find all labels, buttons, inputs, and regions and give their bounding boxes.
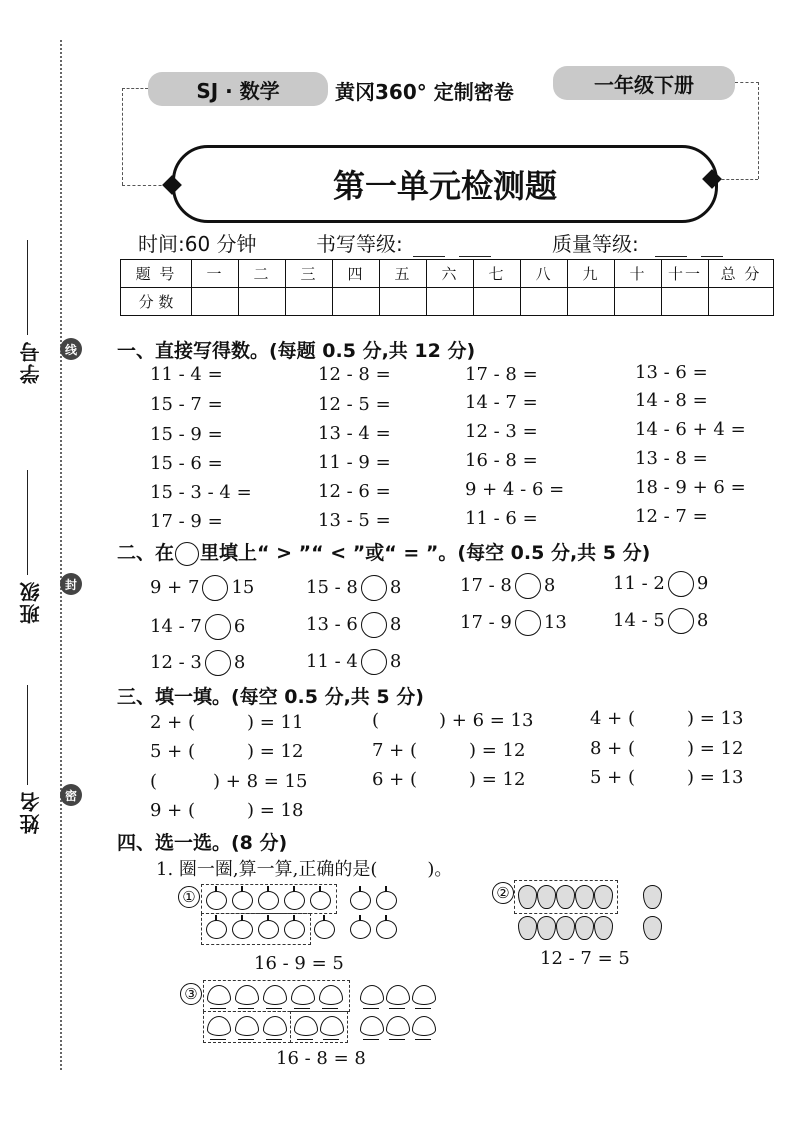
score-cell[interactable] — [521, 288, 568, 316]
fill-item — [150, 741, 303, 762]
quality-grade-label: 质量等级: — [552, 232, 639, 256]
score-cell[interactable] — [380, 288, 427, 316]
fill-left: 5 + ( — [590, 767, 635, 788]
section3-title: 三、填一填。(每空 0.5 分,共 5 分) — [117, 686, 424, 708]
score-column: 二 — [239, 260, 286, 288]
compare-left: 14 - 7 — [150, 616, 202, 637]
score-cell[interactable] — [333, 288, 380, 316]
apple-icon — [376, 891, 397, 910]
fill-item — [590, 738, 743, 759]
class-blank — [27, 470, 28, 575]
peach-icon — [360, 1016, 384, 1036]
seal-secret: 密 — [60, 784, 82, 806]
quality-grade-blank — [655, 238, 687, 257]
compare-left: 11 - 2 — [613, 573, 665, 594]
section2-title-a: 二、在 — [117, 542, 175, 564]
compare-item — [460, 573, 555, 599]
name-label: 姓名 — [19, 790, 43, 834]
compare-item — [150, 575, 254, 601]
pear-icon — [643, 885, 662, 909]
fill-item — [150, 712, 303, 733]
compare-right: 13 — [543, 612, 567, 633]
fill-left: 8 + ( — [590, 738, 635, 759]
fill-right: ) = 18 — [247, 800, 304, 821]
fill-left: 7 + ( — [372, 740, 417, 761]
section4-title: 四、选一选。(8 分) — [117, 832, 288, 854]
score-column: 九 — [568, 260, 615, 288]
fill-item — [590, 767, 743, 788]
compare-right: 9 — [696, 573, 709, 594]
compare-right: 8 — [543, 575, 556, 596]
equation: 14 - 8 = — [635, 390, 708, 411]
compare-circle[interactable] — [205, 614, 231, 640]
fill-item — [150, 771, 307, 792]
apple-icon — [284, 920, 305, 939]
fill-right: ) = 12 — [247, 741, 304, 762]
compare-circle[interactable] — [361, 649, 387, 675]
equation: 11 - 6 = — [465, 508, 538, 529]
compare-item — [150, 650, 245, 676]
apple-icon — [232, 920, 253, 939]
score-column: 三 — [286, 260, 333, 288]
fill-right: ) = 12 — [469, 740, 526, 761]
compare-left: 17 - 8 — [460, 575, 512, 596]
peach-icon — [263, 985, 287, 1005]
compare-right: 6 — [233, 616, 246, 637]
compare-item — [460, 610, 567, 636]
compare-item — [306, 649, 401, 675]
fill-left: 9 + ( — [150, 800, 195, 821]
apple-icon — [206, 920, 227, 939]
compare-item — [306, 612, 401, 638]
writing-grade-blank — [413, 238, 445, 257]
pear-icon — [537, 916, 556, 940]
score-table-label: 题 号 — [121, 260, 192, 288]
compare-item — [150, 614, 245, 640]
apple-icon — [310, 891, 331, 910]
compare-left: 12 - 3 — [150, 652, 202, 673]
equation: 13 - 8 = — [635, 448, 708, 469]
binding-strip — [0, 0, 58, 1132]
score-column-total: 总 分 — [709, 260, 774, 288]
fill-right: ) = 12 — [687, 738, 744, 759]
fill-item — [372, 740, 525, 761]
compare-circle[interactable] — [668, 608, 694, 634]
pear-icon — [518, 916, 537, 940]
apple-icon — [206, 891, 227, 910]
equation: 12 - 5 = — [318, 394, 391, 415]
compare-circle[interactable] — [515, 573, 541, 599]
peach-icon — [291, 985, 315, 1005]
pear-icon — [643, 916, 662, 940]
compare-left: 14 - 5 — [613, 610, 665, 631]
fill-left: 5 + ( — [150, 741, 195, 762]
seal-seal: 封 — [60, 573, 82, 595]
compare-right: 8 — [389, 614, 402, 635]
option-3-marker[interactable]: ③ — [180, 983, 202, 1005]
apple-icon — [350, 920, 371, 939]
equation: 12 - 6 = — [318, 481, 391, 502]
option-3-equation: 16 - 8 = 8 — [276, 1048, 366, 1069]
name-blank — [27, 685, 28, 785]
equation: 13 - 6 = — [635, 362, 708, 383]
score-column: 十一 — [662, 260, 709, 288]
pear-icon — [594, 916, 613, 940]
fill-right: ) = 13 — [687, 767, 744, 788]
pear-icon — [575, 916, 594, 940]
score-cell[interactable] — [474, 288, 521, 316]
score-column: 四 — [333, 260, 380, 288]
apple-icon — [376, 920, 397, 939]
peach-icon — [294, 1016, 318, 1036]
option-2-equation: 12 - 7 = 5 — [540, 948, 630, 969]
grade-pill: 一年级下册 — [553, 66, 735, 100]
option-1-equation: 16 - 9 = 5 — [254, 953, 344, 974]
compare-circle[interactable] — [361, 612, 387, 638]
equation: 14 - 7 = — [465, 392, 538, 413]
time-limit: 时间:60 分钟 — [138, 232, 257, 256]
page-title: 第一单元检测题 — [172, 145, 718, 223]
section2-title — [117, 538, 650, 566]
equation: 15 - 3 - 4 = — [150, 482, 252, 503]
equation: 15 - 7 = — [150, 394, 223, 415]
series-title: 黄冈360° 定制密卷 — [335, 80, 514, 104]
score-column: 五 — [380, 260, 427, 288]
score-table-score-row — [121, 288, 774, 316]
equation: 11 - 9 = — [318, 452, 391, 473]
compare-right: 8 — [389, 577, 402, 598]
peach-icon — [386, 1016, 410, 1036]
peach-icon — [386, 985, 410, 1005]
score-cell[interactable] — [615, 288, 662, 316]
score-table-label: 分 数 — [121, 288, 192, 316]
peach-icon — [207, 1016, 231, 1036]
writing-grade-label: 书写等级: — [316, 232, 403, 256]
peach-icon — [207, 985, 231, 1005]
equation: 16 - 8 = — [465, 450, 538, 471]
fill-left: 4 + ( — [590, 708, 635, 729]
option-2-marker[interactable]: ② — [492, 882, 514, 904]
peach-icon — [320, 1016, 344, 1036]
peach-icon — [235, 1016, 259, 1036]
header-dash — [122, 88, 123, 185]
compare-left: 9 + 7 — [150, 577, 200, 598]
pear-icon — [556, 916, 575, 940]
compare-right: 8 — [233, 652, 246, 673]
equation: 13 - 5 = — [318, 510, 391, 531]
fill-right: ) = 13 — [687, 708, 744, 729]
compare-left: 17 - 9 — [460, 612, 512, 633]
equation: 17 - 8 = — [465, 364, 538, 385]
apple-icon — [284, 891, 305, 910]
compare-circle[interactable] — [361, 575, 387, 601]
score-column: 十 — [615, 260, 662, 288]
compare-right: 15 — [231, 577, 255, 598]
score-table-header-row — [121, 260, 774, 288]
compare-left: 13 - 6 — [306, 614, 358, 635]
header-dash — [122, 88, 148, 89]
fill-item — [150, 800, 303, 821]
equation: 18 - 9 + 6 = — [635, 477, 746, 498]
quality-grade-blank — [701, 238, 723, 257]
compare-item — [613, 608, 708, 634]
score-column: 六 — [427, 260, 474, 288]
apple-icon — [258, 920, 279, 939]
fill-right: ) + 6 = 13 — [439, 710, 534, 731]
compare-item — [306, 575, 401, 601]
equation: 14 - 6 + 4 = — [635, 419, 746, 440]
fill-right: ) = 11 — [247, 712, 304, 733]
compare-circle[interactable] — [205, 650, 231, 676]
compare-left: 11 - 4 — [306, 651, 358, 672]
header-dash — [758, 82, 759, 179]
writing-grade-blank — [459, 238, 491, 257]
fill-right: ) + 8 = 15 — [213, 771, 308, 792]
option-1-marker[interactable]: ① — [178, 886, 200, 908]
question-1-text: 1. 圈一圈,算一算,正确的是( — [156, 859, 378, 880]
compare-left: 15 - 8 — [306, 577, 358, 598]
fill-item — [372, 710, 533, 731]
apple-icon — [232, 891, 253, 910]
score-cell[interactable] — [192, 288, 239, 316]
fill-left: 6 + ( — [372, 769, 417, 790]
apple-icon — [350, 891, 371, 910]
fill-item — [590, 708, 743, 729]
student-id-label: 学号 — [19, 340, 43, 384]
score-cell[interactable] — [662, 288, 709, 316]
equation: 15 - 9 = — [150, 424, 223, 445]
peach-icon — [412, 985, 436, 1005]
equation: 13 - 4 = — [318, 423, 391, 444]
peach-icon — [319, 985, 343, 1005]
class-label: 班级 — [19, 580, 43, 624]
apple-icon — [258, 891, 279, 910]
compare-item — [613, 571, 708, 597]
score-column: 八 — [521, 260, 568, 288]
compare-circle-sample — [175, 542, 199, 566]
fill-left: ( — [372, 710, 380, 731]
score-cell[interactable] — [568, 288, 615, 316]
equation: 11 - 4 = — [150, 364, 223, 385]
compare-circle[interactable] — [668, 571, 694, 597]
equation: 12 - 8 = — [318, 364, 391, 385]
equation: 17 - 9 = — [150, 511, 223, 532]
seal-line: 线 — [60, 338, 82, 360]
subject-pill: SJ · 数学 — [148, 72, 328, 106]
score-cell[interactable] — [239, 288, 286, 316]
score-cell-total[interactable] — [709, 288, 774, 316]
compare-circle[interactable] — [202, 575, 228, 601]
section2-title-b: 里填上“ > ”“ < ”或“ = ”。(每空 0.5 分,共 5 分) — [200, 542, 651, 564]
writing-grade — [316, 228, 491, 257]
score-column: 七 — [474, 260, 521, 288]
score-table — [120, 259, 774, 316]
score-cell[interactable] — [286, 288, 333, 316]
compare-right: 8 — [696, 610, 709, 631]
student-id-blank — [27, 240, 28, 335]
section1-title: 一、直接写得数。(每题 0.5 分,共 12 分) — [117, 340, 476, 362]
equation: 15 - 6 = — [150, 453, 223, 474]
score-column: 一 — [192, 260, 239, 288]
score-cell[interactable] — [427, 288, 474, 316]
peach-icon — [263, 1016, 287, 1036]
peach-icon — [412, 1016, 436, 1036]
peach-icon — [360, 985, 384, 1005]
fill-item — [372, 769, 525, 790]
equation: 12 - 7 = — [635, 506, 708, 527]
compare-right: 8 — [389, 651, 402, 672]
question-1-end: )。 — [427, 859, 453, 880]
equation: 12 - 3 = — [465, 421, 538, 442]
fill-left: ( — [150, 771, 158, 792]
binding-dotted-line — [60, 40, 62, 1070]
peach-icon — [235, 985, 259, 1005]
header-dash — [735, 82, 759, 83]
question-1 — [156, 855, 452, 881]
equation: 9 + 4 - 6 = — [465, 479, 565, 500]
quality-grade — [552, 228, 723, 257]
fill-right: ) = 12 — [469, 769, 526, 790]
fill-left: 2 + ( — [150, 712, 195, 733]
apple-icon — [314, 920, 335, 939]
compare-circle[interactable] — [515, 610, 541, 636]
